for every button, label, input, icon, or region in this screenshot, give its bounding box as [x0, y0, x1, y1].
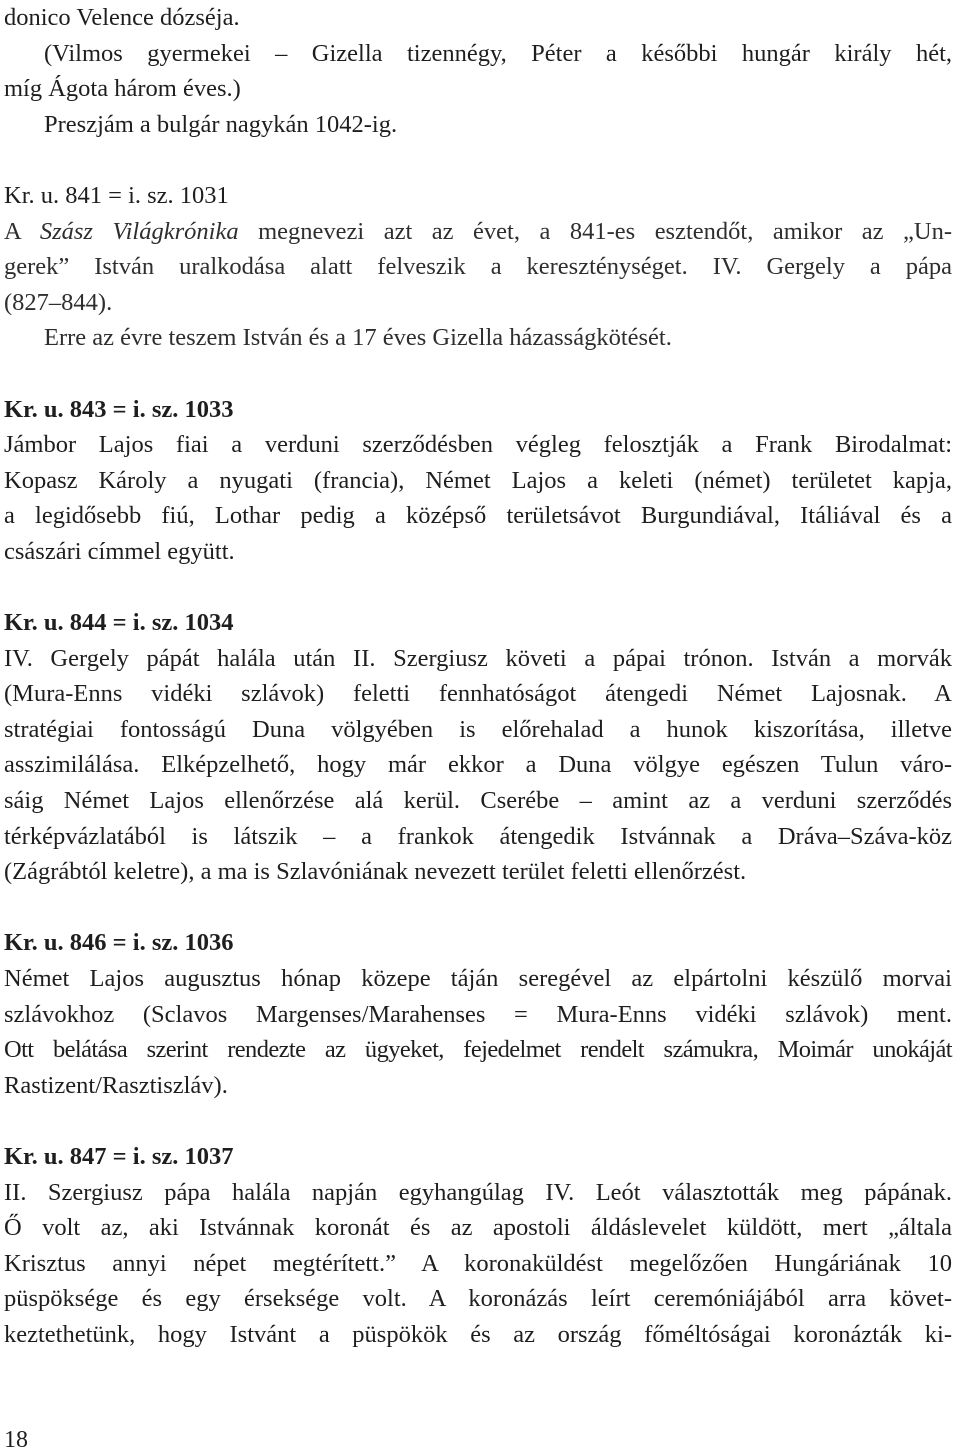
- body-text-line: asszimilálása. Elképzelhető, hogy már ekkor a Duna völgye egészen Tulun váro-: [4, 751, 952, 779]
- body-text-line: Krisztus annyi népet megtérített.” A koronaküldést megelőzően Hungáriának 10: [4, 1249, 952, 1277]
- page-number: 18: [4, 1427, 28, 1453]
- entry-heading: Kr. u. 846 = i. sz. 1036: [4, 929, 234, 957]
- body-text-line: (Vilmos gyermekei – Gizella tizennégy, Péter a későbbi hungár király hét,: [44, 39, 952, 67]
- body-text-line: Ő volt az, aki Istvánnak koronát és az apostoli áldáslevelet küldött, mert „általa: [4, 1214, 952, 1242]
- entry-heading: Kr. u. 844 = i. sz. 1034: [4, 609, 234, 637]
- body-text-line: (827–844).: [4, 288, 113, 316]
- body-text-line: sáig Német Lajos ellenőrzése alá kerül. Cserébe – amint az a verduni szerződés: [4, 787, 952, 815]
- entry-841: [4, 178, 952, 356]
- body-text-line: Ott belátása szerint rendezte az ügyeket, fejedelmet rendelt számukra, Moimár unokáját: [4, 1036, 952, 1064]
- book-title: Szász Világkrónika: [39, 217, 239, 245]
- body-text-line: donico Velence dózséja.: [4, 4, 240, 31]
- body-text-line: Kopasz Károly a nyugati (francia), Német Lajos a keleti (német) területet kapja,: [4, 466, 952, 494]
- paragraph-gap: [4, 356, 952, 392]
- body-text-line: szlávokhoz (Sclavos Margenses/Marahenses = Mura-Enns vidéki szlávok) ment.: [4, 1000, 952, 1028]
- entry-843: [4, 392, 952, 570]
- body-text-line: stratégiai fontosságú Duna völgyében is előrehalad a hunok kiszorítása, illetve: [4, 715, 952, 743]
- body-text-line: császári címmel együtt.: [4, 537, 235, 565]
- body-text-line: a legidősebb fiú, Lothar pedig a középső területsávot Burgundiával, Itáliával és a: [4, 502, 952, 530]
- body-text-line: míg Ágota három éves.): [4, 75, 241, 103]
- entry-heading: Kr. u. 847 = i. sz. 1037: [4, 1143, 234, 1170]
- body-text-line: (Mura-Enns vidéki szlávok) feletti fennhatóságot átengedi Német Lajosnak. A: [4, 680, 952, 708]
- body-text-line: gerek” István uralkodása alatt felveszik a kereszténységet. IV. Gergely a pápa: [4, 253, 952, 281]
- entry-844: [4, 605, 952, 890]
- text-fragment: megnevezi azt az évet, a 841-es esztendőt, amikor az „Un-: [238, 217, 952, 245]
- body-text-line: [4, 214, 952, 250]
- paragraph-gap: [4, 570, 952, 606]
- body-text-line: IV. Gergely pápát halála után II. Szergiusz követi a pápai trónon. István a morvák: [4, 644, 952, 672]
- text-fragment: A: [4, 217, 40, 245]
- body-text-line: Jámbor Lajos fiai a verduni szerződésben végleg felosztják a Frank Birodalmat:: [4, 431, 952, 459]
- paragraph-gap: [4, 1103, 952, 1139]
- entry-heading: Kr. u. 841 = i. sz. 1031: [4, 181, 229, 209]
- body-text-line: térképvázlatából is látszik – a frankok átengedik Istvánnak a Dráva–Száva-köz: [4, 822, 952, 850]
- body-text-line: püspöksége és egy érseksége volt. A koronázás leírt ceremóniájából arra követ-: [4, 1285, 952, 1313]
- body-text-line: Erre az évre teszem István és a 17 éves Gizella házasságkötését.: [44, 324, 672, 352]
- entry-heading: Kr. u. 843 = i. sz. 1033: [4, 395, 234, 423]
- entry-847: [4, 1139, 952, 1353]
- body-text-line: Német Lajos augusztus hónap közepe táján seregével az elpártolni készülő morvai: [4, 965, 952, 993]
- body-text-line: Rastizent/Rasztiszláv).: [4, 1071, 228, 1099]
- body-text-line: II. Szergiusz pápa halála napján egyhangúlag IV. Leót választották meg pápának.: [4, 1178, 952, 1206]
- book-page: [4, 0, 952, 1353]
- body-text-line: (Zágrábtól keletre), a ma is Szlavóniának nevezett terület feletti ellenőrzést.: [4, 858, 747, 886]
- entry-846: [4, 925, 952, 1103]
- body-text-line: keztethetünk, hogy Istvánt a püspökök és az ország főméltóságai koronázták ki-: [4, 1320, 952, 1348]
- paragraph-gap: [4, 142, 952, 178]
- paragraph-gap: [4, 890, 952, 926]
- intro-block: [4, 0, 952, 142]
- body-text-line: Preszjám a bulgár nagykán 1042-ig.: [44, 110, 398, 138]
